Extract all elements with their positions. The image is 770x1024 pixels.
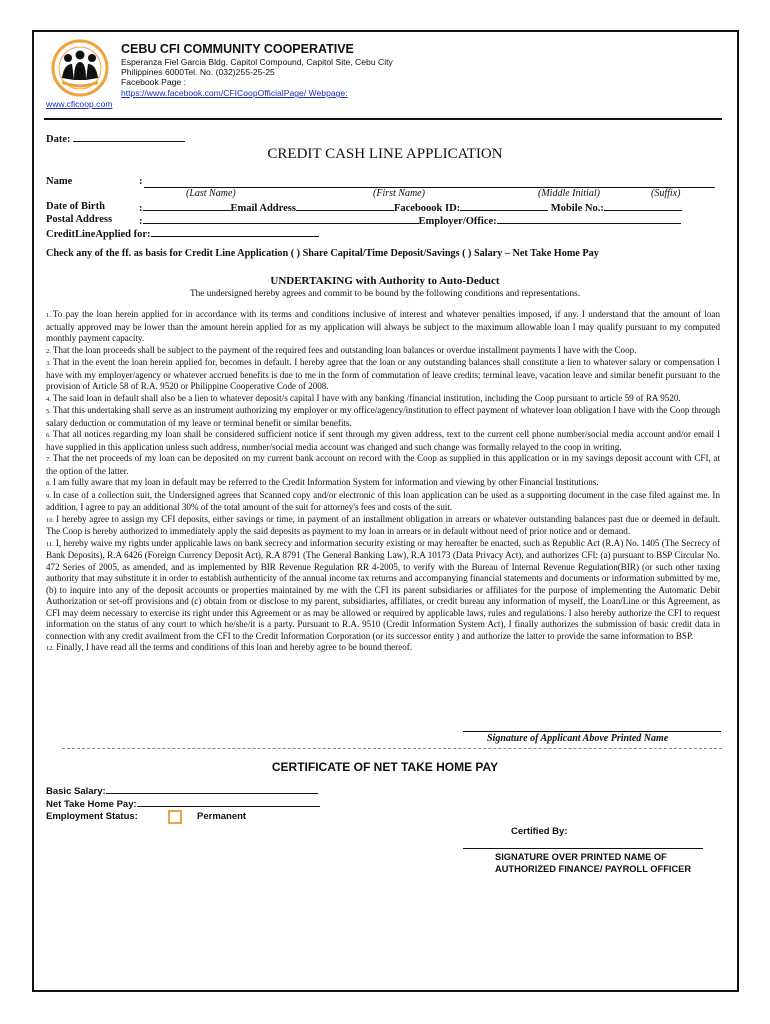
basic-salary-label: Basic Salary:	[46, 786, 106, 797]
term-number: 8.	[46, 480, 51, 487]
term-item	[46, 514, 720, 538]
suffix-caption: (Suffix)	[651, 188, 681, 199]
term-item	[46, 642, 720, 655]
term-item	[46, 453, 720, 477]
last-name-caption: (Last Name)	[186, 188, 236, 199]
officer-signature-line2: AUTHORIZED FINANCE/ PAYROLL OFFICER	[495, 864, 692, 874]
term-text: I, hereby waive my rights under applicable laws on bank secrecy and information security existing or may hereafter be enacted, such as Republic Act (R.A) No. 1405 (The Secrecy of Bank Deposits), R.A 6426 (Foreign Currency Deposit Act), R.A 8791 (The General Banking Law), R.A 10173 (Data Privacy Act), and authorizes CFI: (a) pursuant to BSP Circular No. 472 Series of 2005, as amended, and as implemented by BIR Revenue Regulation RR 4-2005, to verify with the Bureau of Internal Revenue Regulation(BIR) (or such other taxing authority that may substitute it in order to establish authenticity of the annual income tax returns and accompanying financial statements and documents or information submitted by me, (b) to inquire into any of the deposit accounts or properties maintained by me with the CFI its parent subsidiaries or affiliates for the purpose of implementing the Automatic Debit Authorization or set-off provisions and (c) obtain from or disclose to my parent, subsidiaries, affiliates, or credit bureau any information of myself, the Loan/Line or this Agreement, as CFI may deem necessary to exercise its right under this Agreement or as may be allowed or required by applicable laws, rules and regulations. I also hereby authorize the CFI to request information on the status of any court to which he/she/it is a party. Pursuant to R.A. 9510 (Credit Information System Act), I finally authorizes the submission of basic credit data in connection with any credit availment from the CFI to the Credit Information Corporation (or its successor entity ) and authorize the latter to provide the same information to BSP.	[46, 537, 720, 641]
term-text: That all notices regarding my loan shall be considered sufficient notice if sent through my given address, text to the current cell phone number/social media account and/or email I have supplied in this application unless such address, number/social media account was changed and such change was formally relayed to the coop in writing.	[46, 429, 720, 452]
facebook-link[interactable]: https://www.facebook.com/CFICoopOfficialPage/ Webpage:	[121, 88, 348, 98]
term-number: 12.	[46, 645, 55, 652]
officer-signature-line	[463, 848, 703, 849]
first-name-caption: (First Name)	[373, 188, 425, 199]
term-item	[46, 490, 720, 514]
term-number: 3.	[46, 360, 51, 367]
postal-field[interactable]	[143, 214, 419, 224]
officer-signature-line1: SIGNATURE OVER PRINTED NAME OF	[495, 852, 667, 862]
term-item	[46, 309, 720, 345]
credit-line-field[interactable]	[151, 227, 319, 237]
certified-by-label: Certified By:	[511, 826, 568, 837]
term-text: That this undertaking shall serve as an instrument authorizing my employer or my office/agency/institution to effect payment of whatever loan obligation I have with the Coop through salary deduction or commutation of my leave or terminal benefit or similar benefits.	[46, 405, 720, 428]
address-line-2: Philippines 6000Tel. No. (032)255-25-25	[121, 67, 275, 77]
coop-logo-icon	[44, 38, 116, 98]
term-item	[46, 357, 720, 393]
term-text: That in the event the loan herein applied for, becomes in default. I hereby agree that the loan or any outstanding balances shall constitute a lien to whatever salary or compensation I have with my employer/agency or whatever accrued benefits is due to me in the form of commutation of leave credits; terminal leave, vacation leave and similar benefit pursuant to the provision of Article 58 of R.A. 9520 or Philippine Cooperative Code of 2008.	[46, 357, 720, 391]
section-divider	[62, 748, 722, 750]
applicant-signature-label: Signature of Applicant Above Printed Name	[487, 733, 669, 744]
date-label: Date:	[46, 132, 185, 145]
undertaking-intro: The undersigned hereby agrees and commit to be bound by the following conditions and representations.	[189, 289, 581, 299]
employer-field[interactable]	[497, 214, 681, 224]
term-item	[46, 393, 720, 406]
term-text: In case of a collection suit, the Undersigned agrees that Scanned copy and/or electronic of this loan application can be used as a supporting document in the case filed against me. In addition, I agree to pay an additional 30% of the total amount of the suit for attorney's fees and costs of the suit.	[46, 489, 720, 512]
term-item	[46, 477, 720, 490]
term-text: To pay the loan herein applied for in accordance with its terms and conditions inclusive of interest and whatever penalties imposed, if any. I understand that the amount of loan actually approved may be lower than the amount herein applied for as my application will always be subject to the maximum allowable loan I may qualify pursuant to my computed monthly payment capacity.	[46, 309, 720, 343]
mobile-field[interactable]	[604, 201, 682, 211]
certificate-title: CERTIFICATE OF NET TAKE HOME PAY	[271, 760, 499, 774]
term-number: 1.	[46, 312, 51, 319]
basic-salary-field[interactable]	[106, 784, 318, 794]
term-text: I am fully aware that my loan in default may be referred to the Credit Information System for information and viewing by other Financial Institutions.	[52, 477, 599, 487]
mobile-label: Mobile No.:	[550, 203, 604, 214]
term-item	[46, 429, 720, 453]
permanent-label: Permanent	[197, 811, 247, 822]
credit-line-label: CreditLineApplied for:	[46, 229, 151, 240]
postal-row: : Employer/Office:	[139, 214, 681, 227]
term-text: That the loan proceeds shall be subject to the payment of the required fees and outstanding loan balances or overdue installment payments I have with the Coop.	[52, 344, 637, 355]
dob-label: Date of Birth	[46, 201, 105, 212]
employer-label: Employer/Office:	[418, 216, 497, 227]
term-number: 6.	[46, 432, 51, 439]
address-line-3: Facebook Page :	[121, 77, 186, 87]
term-item	[46, 345, 720, 358]
facebook-id-field[interactable]	[460, 201, 548, 211]
term-text: I hereby agree to assign my CFI deposits, either savings or time, in payment of an installment obligation in arrears or whatever outstanding balances past due or deemed in default. The Coop is hereby authorized to immediately apply the said deposits as payment to my loan in arrears or in default without need of prior notice and or demand.	[46, 513, 720, 536]
credit-line-row	[46, 227, 319, 240]
net-take-home-label: Net Take Home Pay:	[46, 799, 137, 810]
dob-field[interactable]	[143, 201, 231, 211]
basic-salary-row	[46, 784, 318, 797]
term-number: 2.	[46, 347, 51, 355]
term-text: That the net proceeds of my loan can be deposited on my current bank account on record with the Coop as supplied in this application or in my savings deposit account with CFI, at the option of the latter.	[46, 453, 720, 476]
employment-status-label: Employment Status:	[46, 811, 138, 822]
applicant-signature-line	[463, 731, 721, 732]
email-field[interactable]	[296, 201, 394, 211]
name-label: Name	[46, 176, 73, 187]
basis-text: Check any of the ff. as basis for Credit Line Application ( ) Share Capital/Time Deposit/Savings ( ) Salary – Net Take Home Pay	[46, 248, 599, 259]
header-divider	[44, 118, 722, 120]
term-number: 7.	[46, 456, 51, 463]
dob-row: : Email Address Faceboook ID: Mobile No.:	[139, 201, 682, 214]
name-colon: :	[139, 176, 143, 187]
form-title: CREDIT CASH LINE APPLICATION	[267, 146, 503, 162]
email-label: Email Address	[230, 203, 296, 214]
term-item	[46, 405, 720, 429]
term-number: 4.	[46, 395, 51, 403]
terms-list	[46, 309, 720, 655]
undertaking-title: UNDERTAKING with Authority to Auto-Deduct	[270, 275, 500, 287]
net-take-home-field[interactable]	[137, 797, 320, 807]
term-text: The said loan in default shall also be a lien to whatever deposit/s capital I have with any banking /financial institution, including the Coop pursuant to article 59 of RA 9520.	[52, 392, 681, 403]
term-number: 9.	[46, 492, 51, 500]
term-text: Finally, I have read all the terms and conditions of this loan and hereby agree to be bound thereof.	[56, 642, 413, 652]
term-item	[46, 538, 720, 643]
term-number: 5.	[46, 408, 51, 415]
middle-initial-caption: (Middle Initial)	[538, 188, 600, 199]
website-link[interactable]: www.cficoop.com	[46, 99, 113, 109]
address-line-1: Esperanza Fiel Garcia Bldg. Capitol Compound, Capitol Site, Cebu City	[121, 57, 393, 67]
permanent-checkbox[interactable]	[168, 810, 182, 824]
facebook-id-label: Faceboook ID:	[393, 203, 461, 214]
org-name: CEBU CFI COMMUNITY COOPERATIVE	[121, 42, 354, 56]
postal-label: Postal Address	[46, 214, 113, 225]
term-number: 11.	[46, 540, 54, 548]
term-number: 10.	[46, 516, 55, 524]
net-take-home-row	[46, 797, 320, 810]
